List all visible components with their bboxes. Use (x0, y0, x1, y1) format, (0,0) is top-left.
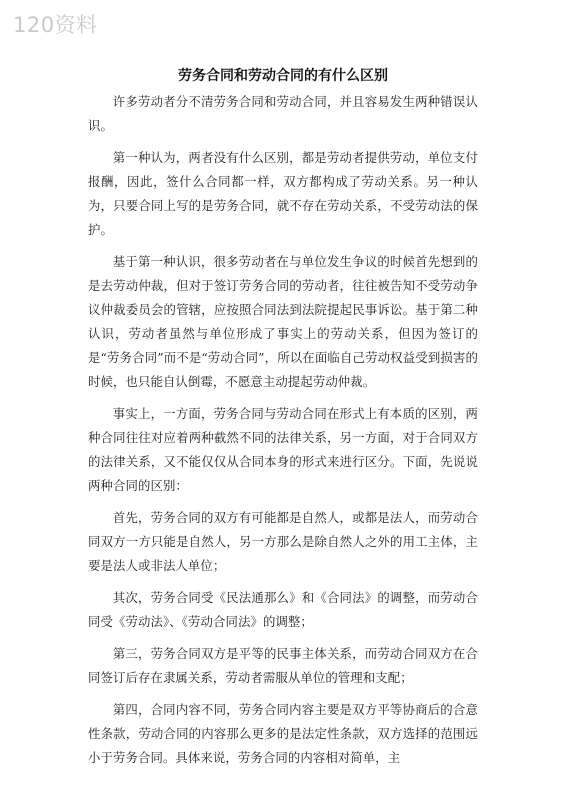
paragraph: 首先，劳务合同的双方有可能都是自然人，或都是法人，而劳动合同双方一方只能是自然人，另一方那么是除自然人之外的用工主体，主要是法人或非法人单位； (88, 510, 478, 573)
paragraph: 其次，劳务合同受《民法通那么》和《合同法》的调整，而劳动合同受《劳动法》、《劳动合同法》的调整； (88, 590, 478, 629)
paragraph: 许多劳动者分不清劳务合同和劳动合同，并且容易发生两种错误认识。 (88, 94, 478, 133)
paragraph: 第一种认为，两者没有什么区别，都是劳动者提供劳动，单位支付报酬，因此，签什么合同都一样，双方都构成了劳动关系。另一种认为，只要合同上写的是劳务合同，就不存在劳动关系，不受劳动法的保护。 (88, 150, 478, 237)
document-title: 劳务合同和劳动合同的有什么区别 (178, 68, 388, 84)
watermark-logo: 120资料 (13, 13, 98, 37)
document-body (88, 64, 478, 778)
paragraph: 基于第一种认识，很多劳动者在与单位发生争议的时候首先想到的是去劳动仲裁，但对于签订劳务合同的劳动者，往往被告知不受劳动争议仲裁委员会的管辖，应按照合同法到法院提起民事诉讼。基于第二种认识，劳动者虽然与单位形成了事实上的劳动关系，但因为签订的是“劳务合同”而不是“劳动合同”，所以在面临自己劳动权益受到损害的时候，也只能自认倒霉，不愿意主动提起劳动仲裁。 (88, 254, 478, 389)
paragraph: 第三，劳务合同双方是平等的民事主体关系，而劳动合同双方在合同签订后存在隶属关系，劳动者需服从单位的管理和支配； (88, 646, 478, 685)
paragraph: 事实上，一方面，劳务合同与劳动合同在形式上有本质的区别，两种合同往往对应着两种截然不同的法律关系，另一方面，对于合同双方的法律关系，又不能仅仅从合同本身的形式来进行区分。下面，先说说两种合同的区别： (88, 406, 478, 493)
paragraph: 第四，合同内容不同，劳务合同内容主要是双方平等协商后的合意性条款，劳动合同的内容那么更多的是法定性条款，双方选择的范围远小于劳务合同。具体来说，劳务合同的内容相对简单，主 (88, 702, 478, 765)
